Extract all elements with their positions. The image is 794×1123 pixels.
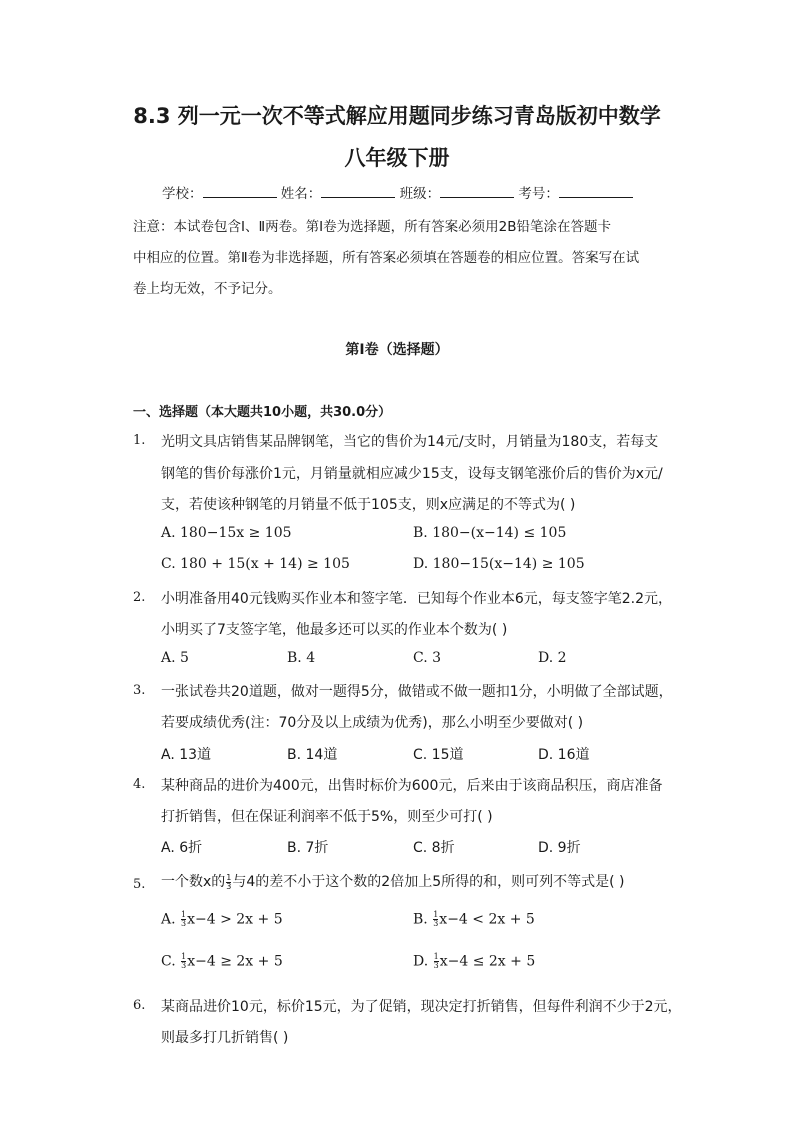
q5-option-d-label: D. <box>413 953 429 970</box>
q2-option-d[interactable]: D. 2 <box>538 650 567 666</box>
frac-num: 1 <box>433 952 439 961</box>
q5-option-c-expr: x−4 ≥ 2x + 5 <box>187 953 283 970</box>
q2-option-a[interactable]: A. 5 <box>161 650 189 666</box>
school-label: 学校： <box>162 186 203 202</box>
q4-number: 4. <box>133 777 146 792</box>
q4-option-d[interactable]: D. 9折 <box>538 840 581 856</box>
q4-text-line2: 打折销售，但在保证利润率不低于5%，则至少可打( ) <box>161 809 493 825</box>
q1-option-d[interactable]: D. 180−15(x−14) ≥ 105 <box>413 556 585 572</box>
q3-number: 3. <box>133 683 146 698</box>
q3-text-line1: 一张试卷共20道题，做对一题得5分，做错或不做一题扣1分，小明做了全部试题， <box>161 684 673 700</box>
q5-frac-den: 3 <box>226 881 232 891</box>
q1-text-line1: 光明文具店销售某品牌钢笔，当它的售价为14元/支时，月销量为180支，若每支 <box>161 434 659 450</box>
q4-text-line1: 某种商品的进价为400元，出售时标价为600元，后来由于该商品积压，商店准备 <box>161 778 663 794</box>
q5-frac-num: 1 <box>226 872 232 882</box>
q3-option-c[interactable]: C. 15道 <box>413 747 464 763</box>
q5-option-a-label: A. <box>161 911 176 928</box>
q2-text-line2: 小明买了7支签字笔，他最多还可以买的作业本个数为( ) <box>161 622 508 638</box>
q5-number: 5. <box>133 877 146 892</box>
frac-den: 3 <box>433 919 439 928</box>
q5-text <box>161 871 625 891</box>
class-label: 班级： <box>399 186 441 202</box>
q5-option-a[interactable] <box>161 911 283 928</box>
q1-option-b[interactable]: B. 180−(x−14) ≤ 105 <box>413 525 567 541</box>
q5-option-b-label: B. <box>413 911 428 928</box>
q5-option-c[interactable] <box>161 953 283 970</box>
q5-option-c-fraction <box>181 953 186 970</box>
q1-option-c[interactable]: C. 180 + 15(x + 14) ≥ 105 <box>161 556 350 572</box>
q5-text-post: 与4的差不小于这个数的2倍加上5所得的和，则可列不等式是( ) <box>232 874 625 890</box>
frac-den: 3 <box>181 919 187 928</box>
document-title-line1: 8.3 列一元一次不等式解应用题同步练习青岛版初中数学 <box>133 104 661 128</box>
q5-option-b-expr: x−4 < 2x + 5 <box>439 911 535 928</box>
student-info-row <box>162 182 633 202</box>
q5-option-b[interactable] <box>413 911 535 928</box>
q6-text-line2: 则最多打几折销售( ) <box>161 1030 289 1046</box>
q1-number: 1. <box>133 433 146 448</box>
school-blank <box>203 183 277 198</box>
q2-number: 2. <box>133 590 146 605</box>
q4-option-a[interactable]: A. 6折 <box>161 840 203 856</box>
q5-option-d-expr: x−4 ≤ 2x + 5 <box>439 953 536 970</box>
q6-text-line1: 某商品进价10元，标价15元，为了促销，现决定打折销售，但每件利润不少于2元， <box>161 999 682 1015</box>
q1-text-line2: 钢笔的售价每涨价1元，月销量就相应减少15支，设每支钢笔涨价后的售价为x元/ <box>161 466 663 482</box>
q4-option-b[interactable]: B. 7折 <box>287 840 329 856</box>
q2-text-line1: 小明准备用40元钱购买作业本和签字笔．已知每个作业本6元，每支签字笔2.2元， <box>161 591 672 607</box>
class-blank <box>440 183 514 198</box>
q3-option-d[interactable]: D. 16道 <box>538 747 590 763</box>
q1-text-line3: 支，若使该种钢笔的月销量不低于105支，则x应满足的不等式为( ) <box>161 497 576 513</box>
q5-option-d[interactable] <box>413 953 535 970</box>
q5-option-a-fraction <box>181 911 186 928</box>
number-blank <box>559 183 633 198</box>
part1-title: 第Ⅰ卷（选择题） <box>345 342 449 358</box>
notice-line2: 中相应的位置。第Ⅱ卷为非选择题，所有答案必须填在答题卷的相应位置。答案写在试 <box>133 250 640 266</box>
q1-option-a[interactable]: A. 180−15x ≥ 105 <box>161 525 292 541</box>
section1-heading: 一、选择题（本大题共10小题，共30.0分） <box>133 405 392 420</box>
frac-num: 1 <box>181 910 187 919</box>
frac-num: 1 <box>181 952 187 961</box>
q3-text-line2: 若要成绩优秀(注：70分及以上成绩为优秀)，那么小明至少要做对( ) <box>161 715 584 731</box>
q5-option-c-label: C. <box>161 953 176 970</box>
q4-option-c[interactable]: C. 8折 <box>413 840 455 856</box>
frac-den: 3 <box>181 961 187 970</box>
q2-option-c[interactable]: C. 3 <box>413 650 442 666</box>
number-label: 考号： <box>518 186 559 202</box>
q5-option-a-expr: x−4 > 2x + 5 <box>187 911 283 928</box>
document-title-line2: 八年级下册 <box>344 146 450 170</box>
q6-number: 6. <box>133 998 146 1013</box>
name-blank <box>321 183 395 198</box>
q5-option-d-fraction <box>434 953 439 970</box>
notice-line3: 卷上均无效，不予记分。 <box>133 281 282 297</box>
q3-option-a[interactable]: A. 13道 <box>161 747 212 763</box>
q2-option-b[interactable]: B. 4 <box>287 650 316 666</box>
frac-den: 3 <box>433 961 439 970</box>
notice-line1: 注意：本试卷包含Ⅰ、Ⅱ两卷。第Ⅰ卷为选择题，所有答案必须用2B铅笔涂在答题卡 <box>133 219 611 235</box>
name-label: 姓名： <box>280 186 322 202</box>
q5-option-b-fraction <box>433 911 438 928</box>
q5-text-pre: 一个数x的 <box>161 874 226 890</box>
q5-fraction <box>226 874 231 891</box>
frac-num: 1 <box>433 910 439 919</box>
q3-option-b[interactable]: B. 14道 <box>287 747 338 763</box>
